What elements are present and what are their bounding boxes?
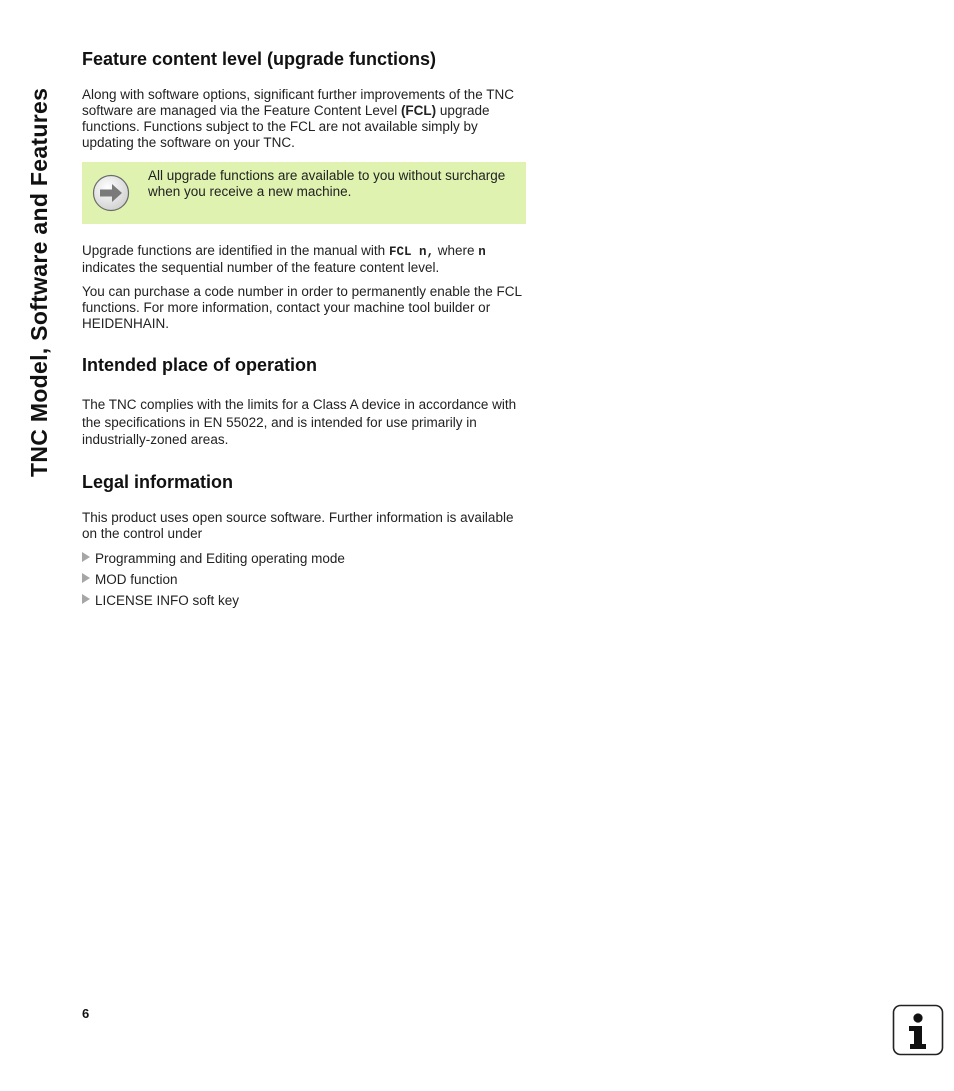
list-item-label: Programming and Editing operating mode xyxy=(95,551,345,566)
list-item-label: LICENSE INFO soft key xyxy=(95,593,240,608)
list-item xyxy=(82,572,178,588)
bullet-triangle-icon xyxy=(82,594,90,604)
fcl-p2-text: Upgrade functions are identified in the manual with xyxy=(82,243,389,258)
fcl-p1-bold: (FCL) xyxy=(400,103,437,118)
fcl-code-n: n xyxy=(478,245,486,259)
note-text: All upgrade functions are available to you without surcharge when you receive a new machine. xyxy=(148,168,506,199)
fcl-paragraph-1 xyxy=(82,87,526,151)
arrow-right-icon xyxy=(92,174,130,212)
side-chapter-title: TNC Model, Software and Features xyxy=(26,87,52,477)
fcl-p2-text-end: indicates the sequential number of the feature content level. xyxy=(82,260,440,275)
fcl-p2-mid: where xyxy=(433,243,479,258)
heading-legal-information: Legal information xyxy=(82,472,234,492)
page-number: 6 xyxy=(82,1006,90,1021)
list-item xyxy=(82,593,239,609)
fcl-code: FCL n, xyxy=(388,245,434,259)
place-paragraph: The TNC complies with the limits for a Class A device in accordance with the specifications in EN 55022, and is intended for use primarily in industrially-zoned areas. xyxy=(82,397,517,447)
fcl-p1-text-end: upgrade functions. Functions subject to the FCL are not available simply by updating the software on your TNC. xyxy=(82,103,490,150)
bullet-triangle-icon xyxy=(82,552,90,562)
heading-feature-content-level: Feature content level (upgrade functions) xyxy=(82,49,437,69)
list-item-label: MOD function xyxy=(95,572,178,587)
fcl-p1-text: Along with software options, significant further improvements of the TNC software are managed via the Feature Content Level xyxy=(82,87,514,118)
legal-paragraph: This product uses open source software. Further information is available on the control under xyxy=(82,510,514,541)
heading-intended-place: Intended place of operation xyxy=(82,355,318,375)
fcl-paragraph-3: You can purchase a code number in order to permanently enable the FCL functions. For more information, contact your machine tool builder or HEIDENHAIN. xyxy=(82,284,522,331)
list-item xyxy=(82,551,345,567)
fcl-paragraph-2 xyxy=(82,243,526,276)
info-icon xyxy=(892,1004,944,1056)
note-box xyxy=(82,162,526,224)
bullet-triangle-icon xyxy=(82,573,90,583)
